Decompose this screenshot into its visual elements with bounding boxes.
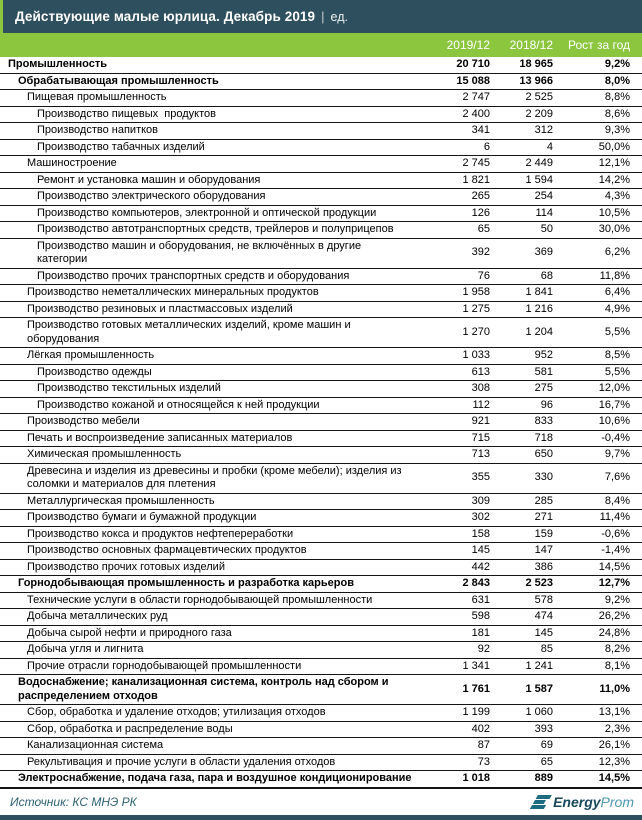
table-row bbox=[0, 123, 642, 140]
row-label: Производство текстильных изделий bbox=[37, 382, 221, 394]
row-value-2018: 1 594 bbox=[525, 173, 553, 186]
row-growth: 24,8% bbox=[598, 626, 630, 639]
row-label: Производство мебели bbox=[27, 415, 140, 427]
table-body bbox=[0, 57, 642, 789]
row-growth: 4,3% bbox=[604, 190, 630, 202]
row-value-2018: 85 bbox=[540, 643, 553, 655]
page-title: Действующие малые юрлица. Декабрь 2019 bbox=[15, 9, 316, 24]
row-growth: 14,5% bbox=[598, 772, 630, 784]
row-label: Лёгкая промышленность bbox=[27, 349, 155, 361]
row-growth: 11,4% bbox=[599, 511, 630, 523]
row-label: Производство основных фармацевтических продуктов bbox=[27, 544, 307, 556]
row-label: Рекультивация и прочие услуги в области удаления отходов bbox=[27, 755, 336, 768]
row-growth: 50,0% bbox=[598, 140, 630, 153]
row-value-2018: 474 bbox=[534, 610, 553, 622]
row-growth: 11,8% bbox=[599, 269, 630, 282]
row-value-2019: 2 745 bbox=[462, 157, 490, 169]
row-value-2018: 114 bbox=[535, 206, 553, 219]
row-value-2018: 65 bbox=[540, 755, 553, 768]
bottom-accent-bar bbox=[0, 815, 642, 820]
row-value-2019: 598 bbox=[471, 610, 490, 622]
table-row bbox=[0, 431, 642, 448]
row-growth: -0,6% bbox=[601, 527, 630, 540]
row-value-2018: 718 bbox=[534, 431, 553, 444]
row-value-2018: 285 bbox=[534, 494, 553, 507]
row-value-2018: 2 523 bbox=[525, 577, 553, 589]
row-label: Производство машин и оборудования, не включённых в другие категории bbox=[37, 239, 365, 265]
row-value-2018: 952 bbox=[534, 349, 553, 361]
row-label: Прочие отрасли горнодобывающей промышленности bbox=[27, 659, 302, 672]
row-growth: 10,6% bbox=[598, 415, 630, 427]
table-row bbox=[0, 318, 642, 348]
row-value-2019: 1 341 bbox=[462, 659, 490, 672]
row-growth: 12,0% bbox=[598, 382, 630, 394]
table-row bbox=[0, 365, 642, 382]
row-value-2018: 2 525 bbox=[525, 91, 553, 103]
row-value-2019: 1 958 bbox=[462, 286, 490, 298]
row-growth: 5,5% bbox=[604, 325, 630, 338]
source-note: Источник: КС МНЭ РК bbox=[10, 794, 137, 809]
row-value-2019: 1 821 bbox=[462, 173, 490, 186]
row-growth: 26,2% bbox=[598, 610, 630, 622]
table-row bbox=[0, 464, 642, 494]
row-value-2019: 1 018 bbox=[462, 772, 490, 784]
row-label: Производство компьютеров, электронной и оптической продукции bbox=[37, 206, 377, 219]
table-row bbox=[0, 771, 642, 789]
row-growth: 30,0% bbox=[598, 223, 630, 235]
row-growth: 8,1% bbox=[604, 659, 630, 672]
row-growth: 10,5% bbox=[598, 206, 630, 219]
table-row bbox=[0, 107, 642, 124]
row-label: Производство готовых металлических изделий, кроме машин и оборудования bbox=[27, 319, 354, 345]
row-growth: -1,4% bbox=[601, 544, 630, 556]
row-value-2018: 2 209 bbox=[525, 107, 553, 120]
column-header-row bbox=[0, 33, 642, 57]
energyprom-logo bbox=[534, 795, 634, 809]
row-growth: 8,5% bbox=[604, 349, 630, 361]
row-label: Пищевая промышленность bbox=[27, 91, 167, 103]
row-value-2018: 145 bbox=[534, 626, 553, 639]
row-value-2018: 312 bbox=[534, 124, 553, 136]
table-row bbox=[0, 269, 642, 286]
row-value-2018: 68 bbox=[540, 269, 553, 282]
row-value-2019: 442 bbox=[471, 560, 490, 573]
row-label: Производство прочих готовых изделий bbox=[27, 560, 225, 573]
row-growth: 16,7% bbox=[598, 398, 630, 411]
table-row bbox=[0, 755, 642, 772]
row-value-2018: 1 241 bbox=[525, 659, 553, 672]
row-value-2018: 69 bbox=[540, 739, 553, 751]
table-row bbox=[0, 494, 642, 511]
row-value-2018: 833 bbox=[534, 415, 553, 427]
row-value-2019: 613 bbox=[471, 365, 490, 378]
row-value-2019: 341 bbox=[471, 124, 490, 136]
row-growth: 14,2% bbox=[598, 173, 630, 186]
row-value-2019: 308 bbox=[471, 382, 490, 394]
row-label: Ремонт и установка машин и оборудования bbox=[37, 173, 261, 186]
row-label: Сбор, обработка и распределение воды bbox=[27, 722, 233, 735]
row-value-2019: 921 bbox=[471, 415, 490, 427]
row-label: Древесина и изделия из древесины и пробки (кроме мебели); изделия из соломки и материалов для плетения bbox=[27, 464, 405, 490]
row-label: Металлургическая промышленность bbox=[27, 494, 215, 507]
row-growth: 2,3% bbox=[604, 722, 630, 735]
table-row bbox=[0, 189, 642, 206]
row-growth: 12,1% bbox=[598, 157, 630, 169]
row-value-2018: 650 bbox=[534, 448, 553, 460]
row-value-2018: 50 bbox=[540, 223, 553, 235]
row-value-2018: 2 449 bbox=[525, 157, 553, 169]
row-value-2018: 330 bbox=[534, 471, 553, 484]
row-growth: 8,2% bbox=[604, 643, 630, 655]
row-value-2019: 20 710 bbox=[456, 58, 490, 70]
energyprom-logo-text: EnergyProm bbox=[553, 793, 634, 810]
row-value-2018: 1 204 bbox=[525, 325, 553, 338]
row-label: Машиностроение bbox=[27, 157, 117, 169]
row-value-2018: 386 bbox=[534, 560, 553, 573]
row-value-2019: 87 bbox=[477, 739, 490, 751]
row-growth: 12,7% bbox=[598, 577, 630, 589]
table-row bbox=[0, 543, 642, 560]
table-row bbox=[0, 738, 642, 755]
row-value-2018: 393 bbox=[534, 722, 553, 735]
row-value-2019: 1 275 bbox=[462, 302, 490, 315]
table-row bbox=[0, 659, 642, 676]
table-row bbox=[0, 74, 642, 91]
row-value-2018: 271 bbox=[534, 511, 553, 523]
row-value-2019: 309 bbox=[471, 494, 490, 507]
row-growth: 8,6% bbox=[604, 107, 630, 120]
row-value-2019: 1 199 bbox=[462, 706, 490, 718]
row-value-2018: 369 bbox=[534, 246, 553, 259]
row-label: Производство автотранспортных средств, трейлеров и полуприцепов bbox=[37, 223, 394, 235]
table-row bbox=[0, 222, 642, 239]
table-row bbox=[0, 239, 642, 269]
row-growth: 9,2% bbox=[604, 593, 630, 606]
row-value-2019: 2 747 bbox=[462, 91, 490, 103]
table-row bbox=[0, 57, 642, 74]
row-growth: 26,1% bbox=[598, 739, 630, 751]
row-label: Сбор, обработка и удаление отходов; утилизация отходов bbox=[27, 706, 326, 718]
table-row bbox=[0, 705, 642, 722]
table-row bbox=[0, 560, 642, 577]
row-value-2019: 65 bbox=[477, 223, 490, 235]
row-value-2018: 581 bbox=[534, 365, 553, 378]
row-label: Добыча сырой нефти и природного газа bbox=[27, 626, 232, 639]
row-growth: 12,3% bbox=[598, 755, 630, 768]
row-value-2019: 265 bbox=[471, 190, 490, 202]
row-value-2018: 1 216 bbox=[525, 302, 553, 315]
row-value-2019: 1 270 bbox=[462, 325, 490, 338]
row-value-2019: 302 bbox=[471, 511, 490, 523]
table-row bbox=[0, 206, 642, 223]
row-growth: 13,1% bbox=[598, 706, 630, 718]
row-value-2018: 147 bbox=[534, 544, 553, 556]
row-growth: 14,5% bbox=[598, 560, 630, 573]
table-row bbox=[0, 140, 642, 157]
row-value-2019: 631 bbox=[471, 593, 490, 606]
row-growth: 9,7% bbox=[604, 448, 630, 460]
row-value-2019: 2 400 bbox=[462, 107, 490, 120]
row-label: Промышленность bbox=[8, 58, 107, 70]
row-value-2019: 76 bbox=[477, 269, 490, 282]
row-label: Производство резиновых и пластмассовых изделий bbox=[27, 302, 293, 315]
row-label: Производство табачных изделий bbox=[37, 140, 205, 153]
row-label: Обрабатывающая промышленность bbox=[18, 74, 219, 87]
row-value-2019: 158 bbox=[471, 527, 490, 540]
row-value-2018: 1 841 bbox=[525, 286, 553, 298]
row-growth: 5,5% bbox=[604, 365, 630, 378]
column-header-2019: 2019/12 bbox=[446, 38, 490, 52]
row-growth: 7,6% bbox=[604, 471, 630, 484]
row-label: Производство электрического оборудования bbox=[37, 190, 266, 202]
row-value-2019: 15 088 bbox=[456, 74, 490, 87]
row-value-2018: 889 bbox=[534, 772, 553, 784]
row-value-2018: 275 bbox=[534, 382, 553, 394]
row-growth: 11,0% bbox=[599, 682, 630, 695]
row-value-2018: 159 bbox=[534, 527, 553, 540]
table-row bbox=[0, 90, 642, 107]
table-row bbox=[0, 576, 642, 593]
row-value-2019: 145 bbox=[471, 544, 490, 556]
row-growth: 8,8% bbox=[604, 91, 630, 103]
row-value-2019: 392 bbox=[471, 246, 490, 259]
row-value-2019: 73 bbox=[477, 755, 490, 768]
table-row bbox=[0, 173, 642, 190]
footer bbox=[0, 789, 642, 815]
row-label: Производство бумаги и бумажной продукции bbox=[27, 511, 257, 523]
column-header-growth: Рост за год bbox=[567, 38, 630, 52]
row-label: Электроснабжение, подача газа, пара и воздушное кондиционирование bbox=[18, 772, 412, 784]
row-label: Печать и воспроизведение записанных материалов bbox=[27, 431, 293, 444]
table-row bbox=[0, 447, 642, 464]
row-value-2018: 1 060 bbox=[525, 706, 553, 718]
row-label: Химическая промышленность bbox=[27, 448, 182, 460]
row-growth: 8,4% bbox=[604, 494, 630, 507]
row-value-2019: 355 bbox=[471, 471, 490, 484]
row-label: Производство напитков bbox=[37, 124, 159, 136]
row-value-2019: 181 bbox=[471, 626, 490, 639]
row-growth: -0,4% bbox=[601, 431, 630, 444]
row-label: Производство прочих транспортных средств и оборудования bbox=[37, 269, 350, 282]
title-separator: | bbox=[321, 9, 325, 24]
row-value-2018: 18 965 bbox=[519, 58, 553, 70]
table-row bbox=[0, 675, 642, 705]
energyprom-logo-icon bbox=[530, 795, 552, 809]
table-row bbox=[0, 156, 642, 173]
row-value-2019: 713 bbox=[471, 448, 490, 460]
row-value-2018: 13 966 bbox=[519, 74, 553, 87]
row-label: Производство пищевых продуктов bbox=[37, 107, 216, 120]
row-value-2019: 112 bbox=[472, 398, 490, 411]
table-row bbox=[0, 527, 642, 544]
row-growth: 4,9% bbox=[604, 302, 630, 315]
table-row bbox=[0, 302, 642, 319]
row-growth: 6,4% bbox=[604, 286, 630, 298]
row-growth: 9,3% bbox=[604, 124, 630, 136]
row-value-2019: 1 033 bbox=[462, 349, 490, 361]
row-value-2019: 6 bbox=[483, 140, 490, 153]
row-label: Технические услуги в области горнодобывающей промышленности bbox=[27, 593, 373, 606]
row-value-2018: 1 587 bbox=[525, 682, 553, 695]
row-growth: 6,2% bbox=[604, 246, 630, 259]
title-unit: ед. bbox=[330, 9, 348, 24]
table-row bbox=[0, 398, 642, 415]
table-row bbox=[0, 510, 642, 527]
table-row bbox=[0, 626, 642, 643]
row-value-2018: 254 bbox=[534, 190, 553, 202]
row-value-2019: 92 bbox=[477, 643, 490, 655]
table-row bbox=[0, 381, 642, 398]
row-value-2019: 402 bbox=[471, 722, 490, 735]
row-value-2018: 4 bbox=[546, 140, 553, 153]
table-row bbox=[0, 414, 642, 431]
row-label: Производство неметаллических минеральных продуктов bbox=[27, 286, 319, 298]
row-value-2018: 578 bbox=[534, 593, 553, 606]
title-bar bbox=[0, 0, 642, 33]
row-label: Производство одежды bbox=[37, 365, 152, 378]
row-label: Горнодобывающая промышленность и разработка карьеров bbox=[18, 577, 354, 589]
table-row bbox=[0, 609, 642, 626]
row-growth: 9,2% bbox=[604, 58, 630, 70]
table-row bbox=[0, 593, 642, 610]
table-row bbox=[0, 285, 642, 302]
row-label: Добыча угля и лигнита bbox=[27, 643, 144, 655]
row-value-2019: 715 bbox=[471, 431, 490, 444]
row-value-2019: 126 bbox=[471, 206, 490, 219]
row-label: Канализационная система bbox=[27, 739, 164, 751]
column-header-2018: 2018/12 bbox=[509, 38, 553, 52]
table-row bbox=[0, 722, 642, 739]
table-row bbox=[0, 642, 642, 659]
row-value-2019: 2 843 bbox=[462, 577, 490, 589]
row-label: Водоснабжение; канализационная система, контроль над сбором и распределением отходов bbox=[18, 676, 392, 702]
row-label: Добыча металлических руд bbox=[27, 610, 168, 622]
table-row bbox=[0, 348, 642, 365]
row-label: Производство кокса и продуктов нефтепереработки bbox=[27, 527, 294, 540]
row-value-2019: 1 761 bbox=[462, 682, 490, 695]
row-label: Производство кожаной и относящейся к ней продукции bbox=[37, 398, 320, 411]
row-value-2018: 96 bbox=[540, 398, 553, 411]
row-growth: 8,0% bbox=[604, 74, 630, 87]
